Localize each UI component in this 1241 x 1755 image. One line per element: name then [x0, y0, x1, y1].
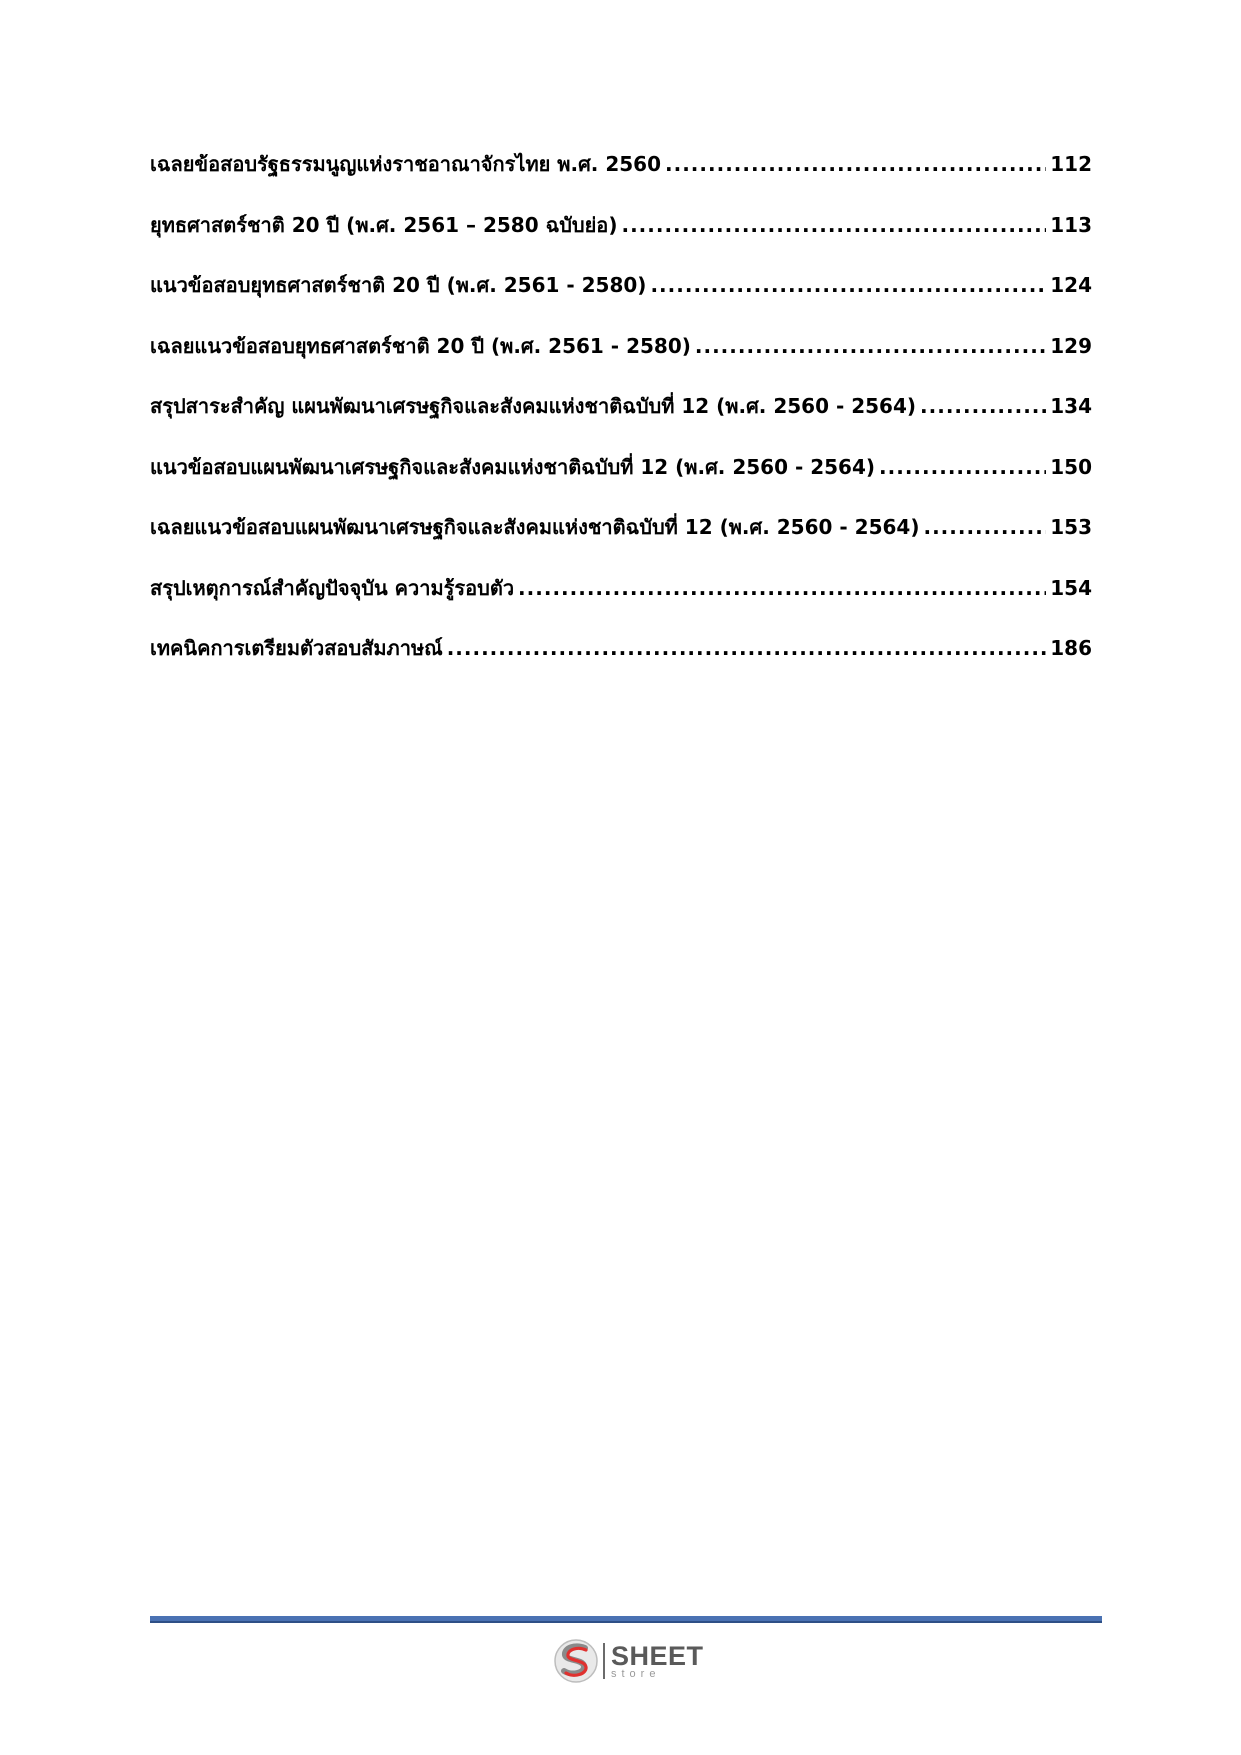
- toc-leader-dots: [665, 152, 1046, 176]
- toc-entry-title: แนวข้อสอบยุทธศาสตร์ชาติ 20 ปี (พ.ศ. 2561 - 2580): [150, 273, 647, 297]
- toc-entry-title: สรุปสาระสำคัญ แผนพัฒนาเศรษฐกิจและสังคมแห่งชาติฉบับที่ 12 (พ.ศ. 2560 - 2564): [150, 394, 917, 418]
- toc-leader-dots: [695, 334, 1046, 358]
- toc-leader-dots: [923, 515, 1046, 539]
- toc-entry[interactable]: [150, 209, 1092, 270]
- toc-entry[interactable]: [150, 148, 1092, 209]
- toc-entry[interactable]: [150, 330, 1092, 391]
- toc-entry-title: แนวข้อสอบแผนพัฒนาเศรษฐกิจและสังคมแห่งชาติฉบับที่ 12 (พ.ศ. 2560 - 2564): [150, 454, 876, 479]
- toc-entry-page: 129: [1050, 333, 1092, 358]
- logo-word: SHEET: [611, 1640, 704, 1671]
- toc-entry-page: 186: [1050, 636, 1092, 660]
- toc-leader-dots: [518, 576, 1046, 600]
- toc-entry-page: 124: [1050, 273, 1092, 297]
- toc-entry-title: เฉลยข้อสอบรัฐธรรมนูญแห่งราชอาณาจักรไทย พ.ศ. 2560: [150, 152, 662, 176]
- logo-text: [611, 1640, 704, 1680]
- toc-entry[interactable]: [150, 572, 1092, 633]
- toc-entry[interactable]: [150, 632, 1092, 693]
- toc-leader-dots: [920, 394, 1046, 418]
- toc-entry-title: เฉลยแนวข้อสอบแผนพัฒนาเศรษฐกิจและสังคมแห่งชาติฉบับที่ 12 (พ.ศ. 2560 - 2564): [150, 515, 920, 539]
- logo-divider: [603, 1643, 605, 1679]
- toc-entry[interactable]: [150, 451, 1092, 512]
- toc-entry-title: เทคนิคการเตรียมตัวสอบสัมภาษณ์: [150, 636, 443, 660]
- footer-logo: [553, 1636, 723, 1686]
- toc-entry-page: 113: [1050, 212, 1092, 237]
- toc-entry-page: 154: [1050, 575, 1092, 600]
- footer-divider: [150, 1616, 1102, 1623]
- table-of-contents: [150, 148, 1092, 693]
- toc-entry-page: 134: [1050, 394, 1092, 418]
- toc-entry-title: เฉลยแนวข้อสอบยุทธศาสตร์ชาติ 20 ปี (พ.ศ. 2561 - 2580): [150, 333, 691, 358]
- toc-entry[interactable]: [150, 269, 1092, 330]
- toc-entry-page: 153: [1050, 515, 1092, 539]
- toc-leader-dots: [879, 455, 1046, 479]
- sheet-store-logo-icon: [553, 1638, 599, 1684]
- toc-entry[interactable]: [150, 390, 1092, 451]
- logo-subtitle: store: [611, 1667, 661, 1680]
- toc-leader-dots: [447, 636, 1047, 660]
- toc-entry-title: ยุทธศาสตร์ชาติ 20 ปี (พ.ศ. 2561 – 2580 ฉบับย่อ): [150, 212, 618, 237]
- toc-leader-dots: [621, 213, 1046, 237]
- toc-entry-title: สรุปเหตุการณ์สำคัญปัจจุบัน ความรู้รอบตัว: [150, 575, 515, 600]
- toc-entry-page: 112: [1050, 152, 1092, 176]
- toc-entry-page: 150: [1050, 454, 1092, 479]
- toc-leader-dots: [650, 273, 1046, 297]
- toc-entry[interactable]: [150, 511, 1092, 572]
